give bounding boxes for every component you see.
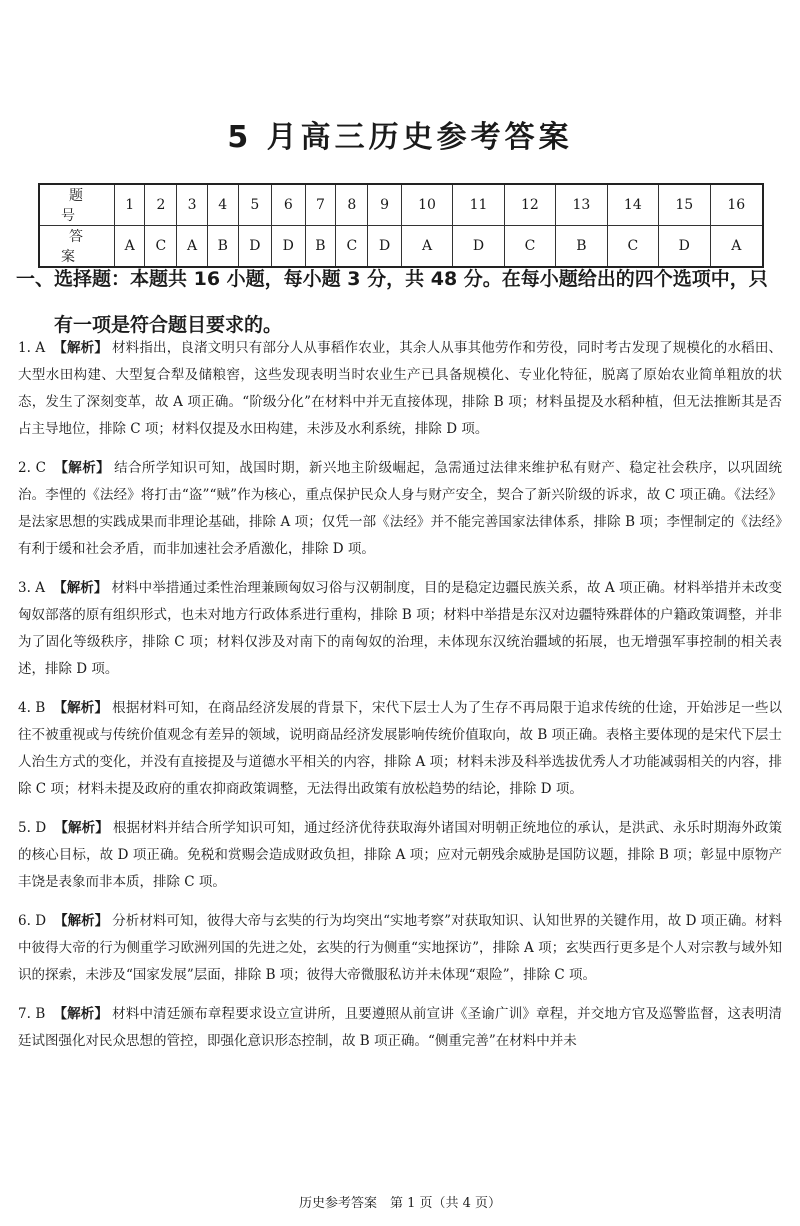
- item-tag: 【解析】: [53, 340, 108, 356]
- answer-cell: A: [177, 226, 207, 268]
- list-item: [18, 1001, 782, 1055]
- answer-cell: A: [401, 226, 452, 268]
- item-tag: 【解析】: [53, 1006, 109, 1022]
- item-tag: 【解析】: [53, 460, 111, 476]
- question-number: 4: [207, 184, 238, 226]
- item-text: 材料中清廷颁布章程要求设立宣讲所，且要遵照从前宣讲《圣谕广训》章程，并交地方官及巡警监督，这表明清廷试图强化对民众思想的管控，即强化意识形态控制，故 B 项正确。“侧重完善”在材料中并未: [18, 1006, 783, 1049]
- answer-cell: B: [305, 226, 336, 268]
- list-item: [18, 335, 782, 443]
- list-item: [18, 815, 782, 896]
- answer-row-header: 答 案: [39, 226, 115, 268]
- page-title: 5 月高三历史参考答案: [227, 120, 573, 155]
- question-number: 9: [368, 184, 401, 226]
- list-item: [18, 908, 782, 989]
- question-number: 14: [607, 184, 658, 226]
- item-text: 材料中举措通过柔性治理兼顾匈奴习俗与汉朝制度，目的是稳定边疆民族关系，故 A 项正确。材料举措并未改变匈奴部落的原有组织形式，也未对地方行政体系进行重构，排除 B 项；材料中举措是东汉对边疆特殊群体的户籍政策调整，并非为了固化等级秩序，排除 C 项；材料仅涉及对南下的南匈奴的治理，未体现东汉统治疆域的拓展，也无增强军事控制的相关表述，排除 D 项。: [18, 580, 783, 677]
- page-footer: 历史参考答案 第 1 页（共 4 页）: [298, 1196, 502, 1211]
- answer-cell: C: [145, 226, 177, 268]
- question-number: 16: [710, 184, 763, 226]
- item-text: 根据材料可知，在商品经济发展的背景下，宋代下层士人为了生存不再局限于追求传统的仕途，开始涉足一些以往不被重视或与传统价值观念有差异的领域，说明商品经济发展影响传统价值取向，故 B 项正确。表格主要体现的是宋代下层士人治生方式的变化，并没有直接提及与道德水平相关的内容，排除 A 项；材料未涉及科举选拔优秀人才功能减弱相关的内容，排除 C 项；材料未提及政府的重农抑商政策调整，无法得出政策有放松趋势的结论，排除 D 项。: [18, 700, 783, 797]
- question-number: 5: [238, 184, 271, 226]
- item-text: 分析材料可知，彼得大帝与玄奘的行为均突出“实地考察”对获取知识、认知世界的关键作用，故 D 项正确。材料中彼得大帝的行为侧重学习欧洲列国的先进之处，玄奘的行为侧重“实地探访”，排除 A 项；玄奘西行更多是个人对宗教与域外知识的探索，未涉及“国家发展”层面，排除 B 项；彼得大帝微服私访并未体现“艰险”，排除 C 项。: [18, 913, 783, 983]
- item-text: 材料指出，良渚文明只有部分人从事稻作农业，其余人从事其他劳作和劳役，同时考古发现了规模化的水稻田、大型水田构建、大型复合犁及储粮窖，这些发现表明当时农业生产已具备规模化、专业化特征，脱离了原始农业简单粗放的状态，发生了深刻变革，故 A 项正确。“阶级分化”在材料中并无直接体现，排除 B 项；材料虽提及水稻种植，但无法推断其是否占主导地位，排除 C 项；材料仅提及水田构建，未涉及水利系统，排除 D 项。: [18, 340, 783, 437]
- list-item: [18, 575, 782, 683]
- answer-cell: D: [453, 226, 504, 268]
- section-heading-line2: 有一项是符合题目要求的。: [54, 314, 283, 336]
- item-number: 6. D: [18, 913, 47, 929]
- question-number: 11: [453, 184, 504, 226]
- item-number: 1. A: [18, 340, 46, 356]
- question-number: 7: [305, 184, 336, 226]
- item-number: 5. D: [18, 820, 47, 836]
- question-number: 2: [145, 184, 177, 226]
- item-number: 2. C: [18, 460, 46, 476]
- answer-cell: C: [607, 226, 658, 268]
- number-row-header: 题 号: [39, 184, 115, 226]
- item-text: 结合所学知识可知，战国时期，新兴地主阶级崛起，急需通过法律来维护私有财产、稳定社会秩序，以巩固统治。李悝的《法经》将打击“盗”“贼”作为核心，重点保护民众人身与财产安全，契合了新兴阶级的诉求，故 C 项正确。《法经》是法家思想的实践成果而非理论基础，排除 A 项；仅凭一部《法经》并不能完善国家法律体系，排除 B 项；李悝制定的《法经》有利于缓和社会矛盾，而非加速社会矛盾激化，排除 D 项。: [18, 460, 783, 557]
- question-number: 12: [504, 184, 555, 226]
- explanation-list: [18, 335, 782, 1067]
- item-tag: 【解析】: [53, 580, 108, 596]
- item-tag: 【解析】: [53, 700, 109, 716]
- answer-cell: B: [207, 226, 238, 268]
- answer-cell: D: [238, 226, 271, 268]
- item-number: 4. B: [18, 700, 46, 716]
- item-number: 3. A: [18, 580, 46, 596]
- item-tag: 【解析】: [54, 913, 109, 929]
- answer-cell: B: [556, 226, 607, 268]
- number-row: [39, 184, 763, 226]
- answer-cell: A: [710, 226, 763, 268]
- question-number: 10: [401, 184, 452, 226]
- item-number: 7. B: [18, 1006, 46, 1022]
- answer-cell: D: [659, 226, 710, 268]
- question-number: 15: [659, 184, 710, 226]
- item-tag: 【解析】: [54, 820, 109, 836]
- question-number: 3: [177, 184, 207, 226]
- answer-cell: D: [368, 226, 401, 268]
- question-number: 8: [336, 184, 368, 226]
- answer-cell: D: [272, 226, 305, 268]
- list-item: [18, 455, 782, 563]
- question-number: 13: [556, 184, 607, 226]
- answer-cell: C: [336, 226, 368, 268]
- item-text: 根据材料并结合所学知识可知，通过经济优待获取海外诸国对明朝正统地位的承认，是洪武、永乐时期海外政策的核心目标，故 D 项正确。免税和赏赐会造成财政负担，排除 A 项；应对元朝残余威胁是国防议题，排除 B 项；彰显中原物产丰饶是表象而非本质，排除 C 项。: [18, 820, 783, 890]
- section-heading-line1: 一、选择题：本题共 16 小题，每小题 3 分，共 48 分。在每小题给出的四个选项中，只: [16, 268, 768, 290]
- answer-cell: C: [504, 226, 555, 268]
- question-number: 1: [115, 184, 145, 226]
- question-number: 6: [272, 184, 305, 226]
- answer-cell: A: [115, 226, 145, 268]
- list-item: [18, 695, 782, 803]
